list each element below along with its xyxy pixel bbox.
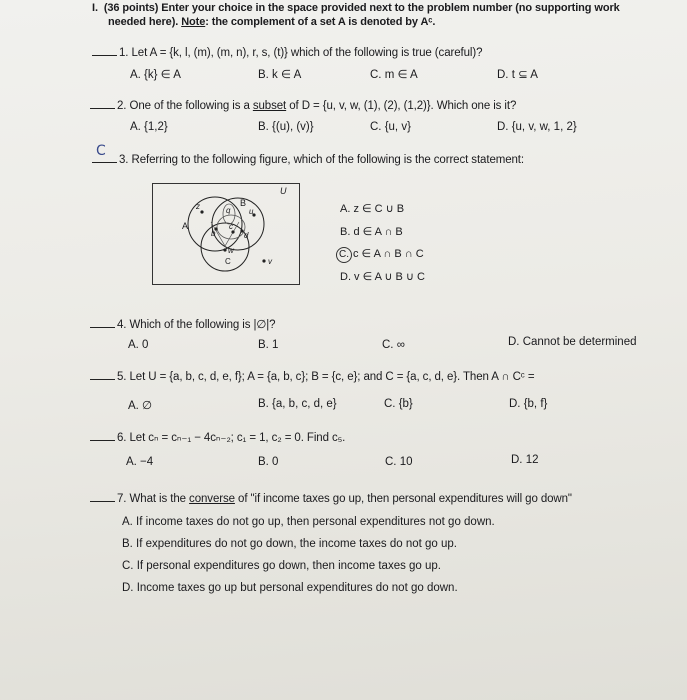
q2-option-a: A. {1,2}	[130, 121, 168, 133]
handwritten-answer-3: C	[96, 143, 106, 159]
instructions-header-line2: needed here). Note: the complement of a set A is denoted by Aᶜ.	[108, 16, 436, 28]
q3-option-c: C. c ∈ A ∩ B ∩ C	[336, 247, 424, 263]
q3-option-c-circle: C.	[336, 247, 352, 263]
q1-option-c: C. m ∈ A	[370, 69, 418, 81]
header-line1: (36 points) Enter your choice in the space provided next to the problem number (no supporting work	[103, 2, 620, 14]
q4-option-d: D. Cannot be determined	[508, 336, 637, 348]
answer-blank-2[interactable]	[90, 97, 115, 109]
q6-option-c: C. 10	[385, 456, 413, 468]
q3-option-d: D. v ∈ A ∪ B ∪ C	[340, 271, 425, 283]
answer-blank-3[interactable]	[92, 143, 117, 163]
answer-blank-1[interactable]	[92, 44, 117, 56]
venn-point-w: w	[228, 246, 234, 255]
question-1-text: Let A = {k, l, (m), (m, n), r, s, (t)} which of the following is true (careful)?	[131, 47, 483, 59]
q7-option-c: C. If personal expenditures go down, then income taxes go up.	[122, 560, 442, 572]
q6-option-b: B. 0	[258, 456, 279, 468]
q2-option-b: B. {(u), (v)}	[258, 121, 314, 133]
venn-point-c: c	[229, 222, 233, 231]
q2-option-c: C. {u, v}	[370, 121, 411, 133]
q6-option-a: A. −4	[126, 456, 154, 468]
question-2: 2. One of the following is a subset of D = {u, v, w, (1), (2), (1,2)}. Which one is it?	[90, 97, 516, 112]
q3-option-b: B. d ∈ A ∩ B	[340, 226, 403, 238]
q7-option-d: D. Income taxes go up but personal expenditures do not go down.	[122, 582, 458, 594]
question-3: C 3. Referring to the following figure, which of the following is the correct statement:	[92, 150, 524, 166]
question-4: 4. Which of the following is |∅|?	[90, 316, 275, 331]
venn-diagram	[152, 183, 300, 285]
answer-blank-5[interactable]	[90, 368, 115, 380]
q5-option-d: D. {b, f}	[509, 398, 548, 410]
venn-point-q: q	[226, 206, 231, 215]
q1-option-d: D. t ⊆ A	[497, 69, 538, 81]
venn-svg	[153, 184, 299, 284]
q1-option-b: B. k ∈ A	[258, 69, 302, 81]
question-7: 7. What is the converse of "if income taxes go up, then personal expenditures will go down"	[90, 490, 572, 505]
q7-option-a: A. If income taxes do not go up, then personal expenditures not go down.	[122, 516, 495, 528]
venn-label-c: C	[225, 257, 231, 266]
q5-option-a: A. ∅	[128, 400, 153, 412]
answer-blank-6[interactable]	[90, 429, 115, 441]
q5-option-c: C. {b}	[384, 398, 413, 410]
venn-point-u: u	[249, 207, 254, 216]
answer-blank-7[interactable]	[90, 490, 115, 502]
venn-point-d: d	[244, 231, 249, 240]
venn-label-b: B	[240, 198, 247, 208]
q4-option-a: A. 0	[128, 339, 149, 351]
question-5: 5. Let U = {a, b, c, d, e, f}; A = {a, b, c}; B = {c, e}; and C = {a, c, d, e}. Then A ∩ Cᶜ =	[90, 368, 534, 383]
venn-label-u: U	[280, 186, 287, 196]
q1-option-a: A. {k} ∈ A	[130, 69, 181, 81]
q6-option-d: D. 12	[511, 454, 539, 466]
question-6: 6. Let cₙ = cₙ₋₁ − 4cₙ₋₂; c₁ = 1, c₂ = 0. Find c₅.	[90, 429, 345, 444]
venn-point-b: b	[211, 229, 216, 238]
header-number: I.	[92, 2, 98, 14]
venn-point-v: v	[268, 257, 272, 266]
q4-option-c: C. ∞	[382, 339, 405, 351]
venn-point-z: z	[196, 202, 200, 211]
q4-option-b: B. 1	[258, 339, 279, 351]
q3-option-a: A. z ∈ C ∪ B	[340, 203, 405, 215]
answer-blank-4[interactable]	[90, 316, 115, 328]
venn-label-a: A	[182, 221, 189, 231]
q7-option-b: B. If expenditures do not go down, the income taxes do not go up.	[122, 538, 457, 550]
q5-option-b: B. {a, b, c, d, e}	[258, 398, 337, 410]
question-1: 1. Let A = {k, l, (m), (m, n), r, s, (t)} which of the following is true (careful)?	[92, 44, 482, 59]
instructions-header	[92, 2, 620, 14]
q2-option-d: D. {u, v, w, 1, 2}	[497, 121, 577, 133]
